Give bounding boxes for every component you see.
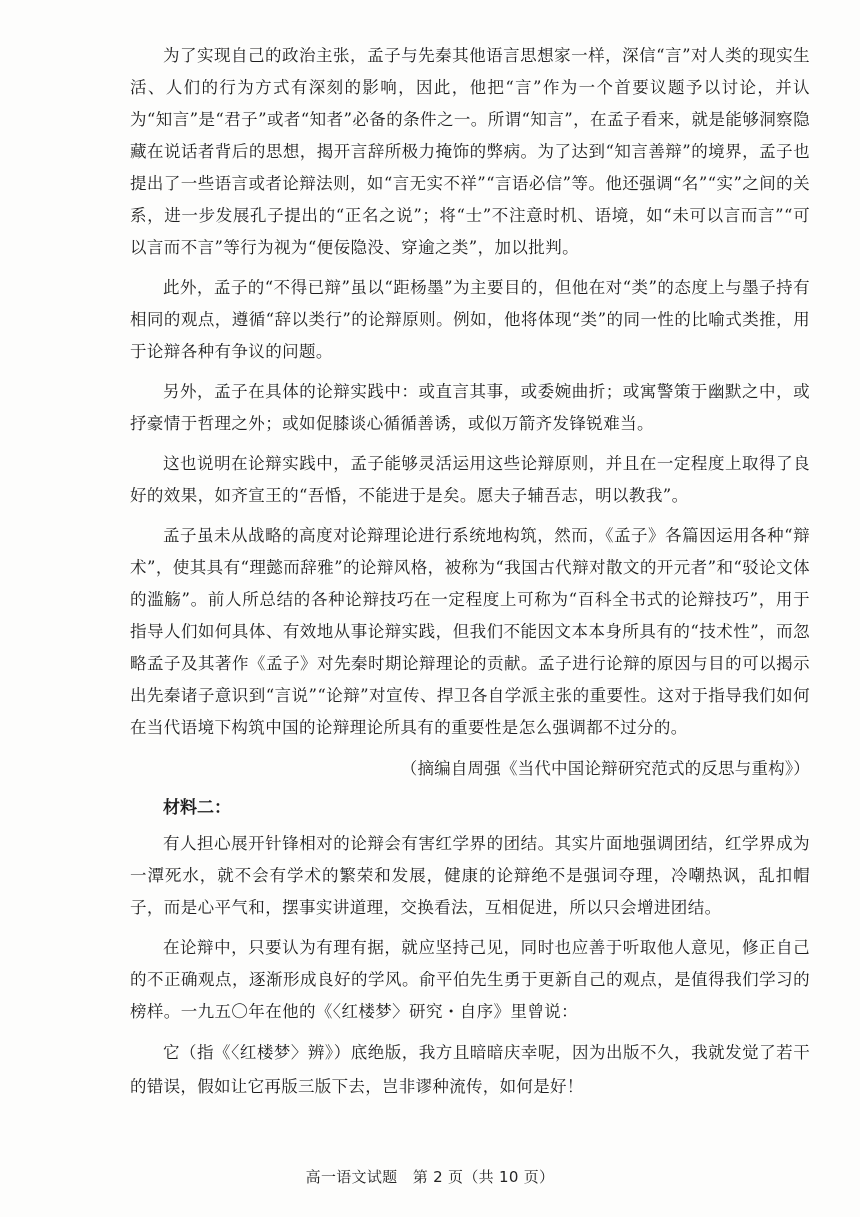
page-content [130,40,810,1112]
body-paragraph: 在论辩中，只要认为有理有据，就应坚持己见，同时也应善于听取他人意见，修正自己的不正确观点，逐渐形成良好的学风。俞平伯先生勇于更新自己的观点，是值得我们学习的榜样。一九五〇年在他的《〈红楼梦〉研究・自序》里曾说： [130,938,810,1021]
block-quote: 它（指《〈红楼梦〉辨》）底绝版，我方且暗暗庆幸呢，因为出版不久，我就发觉了若干的错误，假如让它再版三版下去，岂非谬种流传，如何是好！ [130,1043,810,1096]
body-paragraph: 这也说明在论辩实践中，孟子能够灵活运用这些论辩原则，并且在一定程度上取得了良好的效果，如齐宣王的“吾惛，不能进于是矣。愿夫子辅吾志，明以教我”。 [130,454,810,505]
source-citation: （摘编自周强《当代中国论辩研究范式的反思与重构》） [400,759,810,778]
body-paragraph: 孟子虽未从战略的高度对论辩理论进行系统地构筑，然而，《孟子》各篇因运用各种“辩术”，使其具有“理懿而辞雅”的论辩风格，被称为“我国古代辩对散文的开元者”和“驳论文体的滥觞”。前人所总结的各种论辩技巧在一定程度上可称为“百科全书式的论辩技巧”，用于指导人们如何具体、有效地从事论辩实践，但我们不能因文本本身所具有的“技术性”，而忽略孟子及其著作《孟子》对先秦时期论辩理论的贡献。孟子进行论辩的原因与目的可以揭示出先秦诸子意识到“言说”“论辩”对宣传、捍卫各自学派主张的重要性。这对于指导我们如何在当代语境下构筑中国的论辩理论所具有的重要性是怎么强调都不过分的。 [130,526,810,737]
body-paragraph: 为了实现自己的政治主张，孟子与先秦其他语言思想家一样，深信“言”对人类的现实生活、人们的行为方式有深刻的影响，因此，他把“言”作为一个首要议题予以讨论，并认为“知言”是“君子”或者“知者”必备的条件之一。所谓“知言”，在孟子看来，就是能够洞察隐藏在说话者背后的思想，揭开言辞所极力掩饰的弊病。为了达到“知言善辩”的境界，孟子也提出了一些语言或者论辩法则，如“言无实不祥”“言语必信”等。他还强调“名”“实”之间的关系，进一步发展孔子提出的“正名之说”；将“士”不注意时机、语境，如“未可以言而言”“可以言而不言”等行为视为“便佞隐没、穿逾之类”，加以批判。 [130,46,810,257]
section-heading: 材料二： [163,798,231,818]
page-footer: 高一语文试题 第 2 页（共 10 页） [305,1168,555,1186]
body-paragraph: 另外，孟子在具体的论辩实践中：或直言其事，或委婉曲折；或寓警策于幽默之中，或抒豪情于哲理之外；或如促膝谈心循循善诱，或似万箭齐发锋锐难当。 [130,382,810,433]
body-paragraph: 此外，孟子的“不得已辩”虽以“距杨墨”为主要目的，但他在对“类”的态度上与墨子持有相同的观点，遵循“辞以类行”的论辩原则。例如，他将体现“类”的同一性的比喻式类推，用于论辩各种有争议的问题。 [130,278,810,361]
body-paragraph: 有人担心展开针锋相对的论辩会有害红学界的团结。其实片面地强调团结，红学界成为一潭死水，就不会有学术的繁荣和发展，健康的论辩绝不是强词夺理，冷嘲热讽，乱扣帽子，而是心平气和，摆事实讲道理，交换看法，互相促进，所以只会增进团结。 [130,834,810,917]
